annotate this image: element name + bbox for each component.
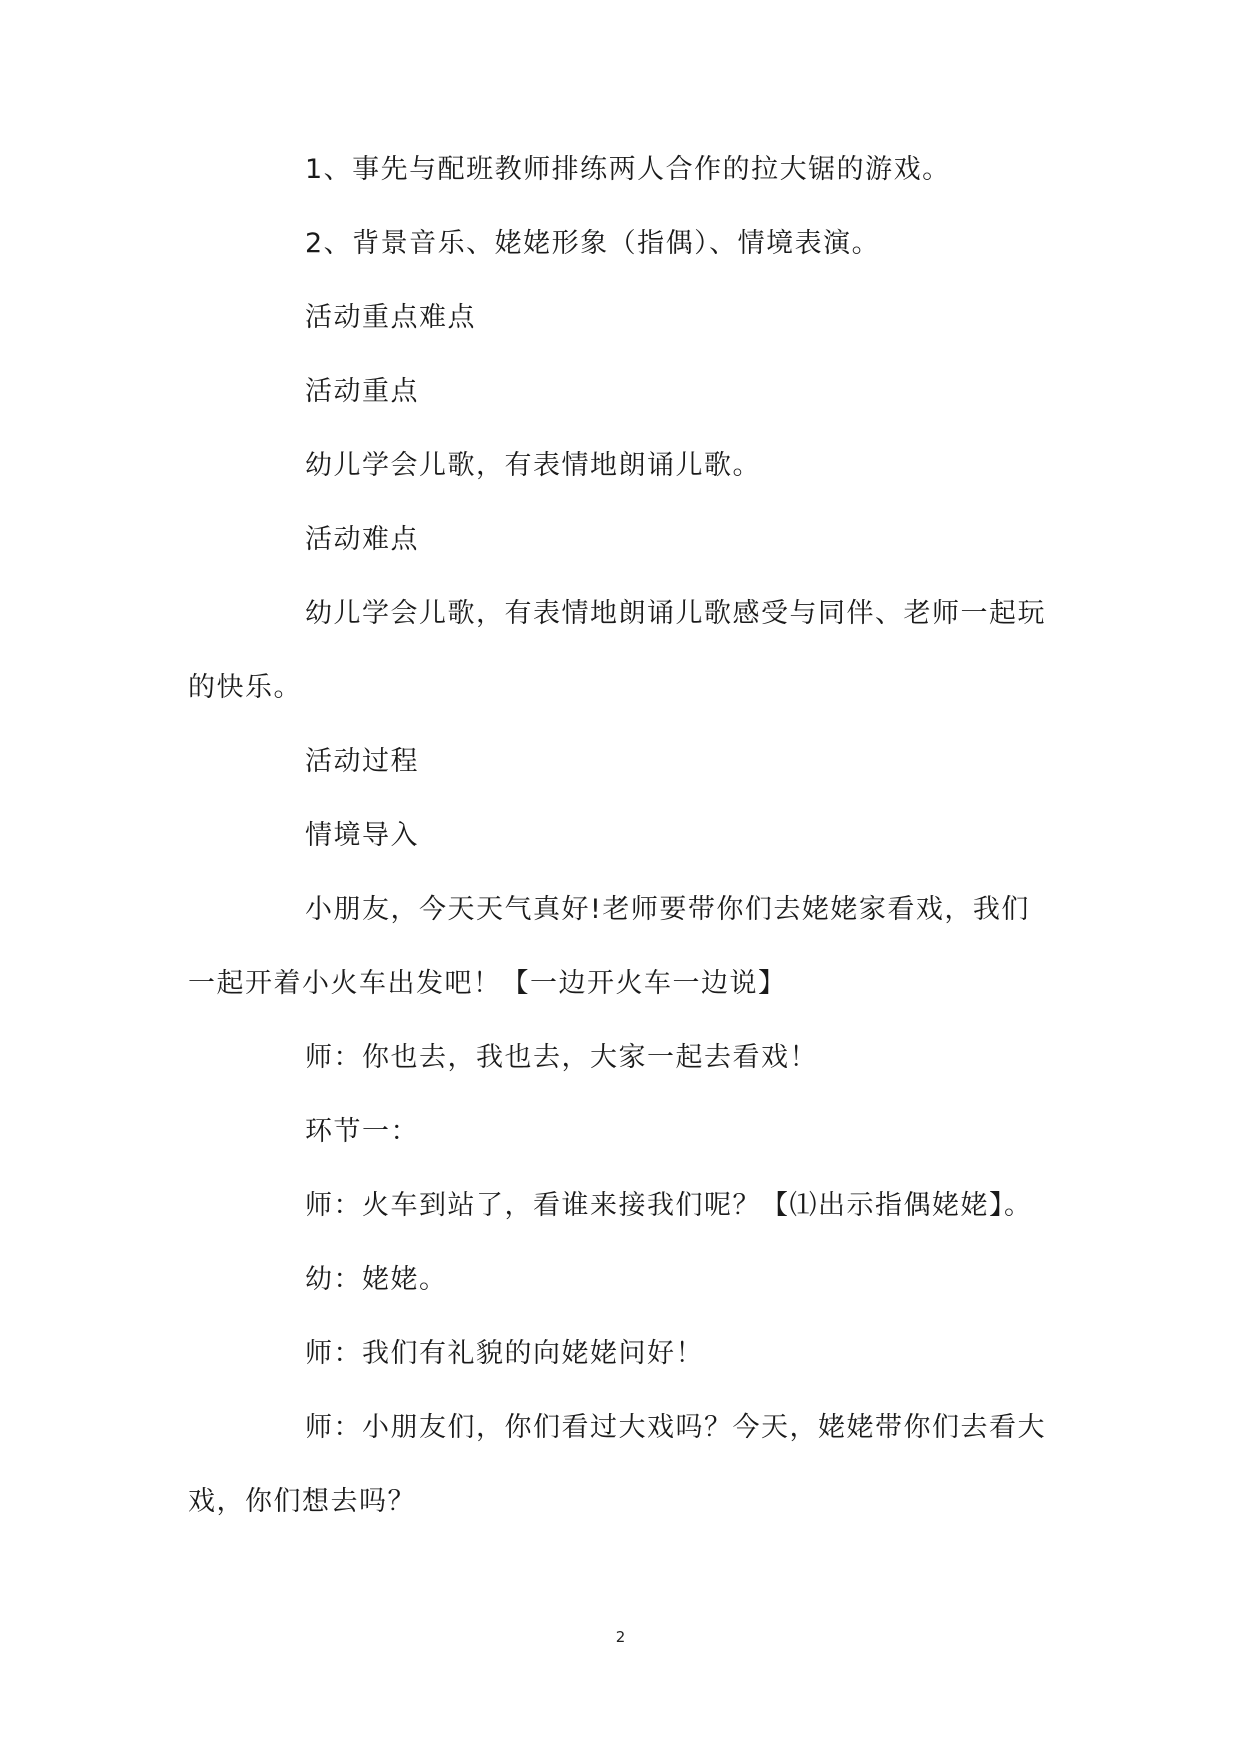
page-number: 2 [615,1628,626,1646]
dialogue-line: 师：火车到站了，看谁来接我们呢？【⑴出示指偶姥姥】。 [305,1190,1033,1221]
subheading-scenario-intro: 情境导入 [305,820,419,851]
section-heading-key-difficult-points: 活动重点难点 [305,302,476,333]
paragraph-difficult-points: 幼儿学会儿歌，有表情地朗诵儿歌感受与同伴、老师一起玩的快乐。 [188,598,1046,703]
list-item-preparation-2: 2、背景音乐、姥姥形象（指偶）、情境表演。 [305,228,881,259]
dialogue-line: 师：你也去，我也去，大家一起去看戏！ [305,1042,818,1073]
subheading-key-points: 活动重点 [305,376,419,407]
dialogue-line: 幼：姥姥。 [305,1264,448,1295]
list-item-preparation-1: 1、事先与配班教师排练两人合作的拉大锯的游戏。 [305,154,951,185]
dialogue-line: 师：小朋友们，你们看过大戏吗？今天，姥姥带你们去看大戏，你们想去吗？ [188,1412,1046,1517]
paragraph-key-points: 幼儿学会儿歌，有表情地朗诵儿歌。 [305,450,761,481]
dialogue-line: 师：我们有礼貌的向姥姥问好！ [305,1338,704,1369]
subheading-difficult-points: 活动难点 [305,524,419,555]
section-heading-activity-process: 活动过程 [305,746,419,777]
subheading-step-one: 环节一： [305,1116,419,1147]
paragraph-intro-dialogue: 小朋友，今天天气真好!老师要带你们去姥姥家看戏，我们一起开着小火车出发吧！【一边开火车一边说】 [188,894,1030,999]
